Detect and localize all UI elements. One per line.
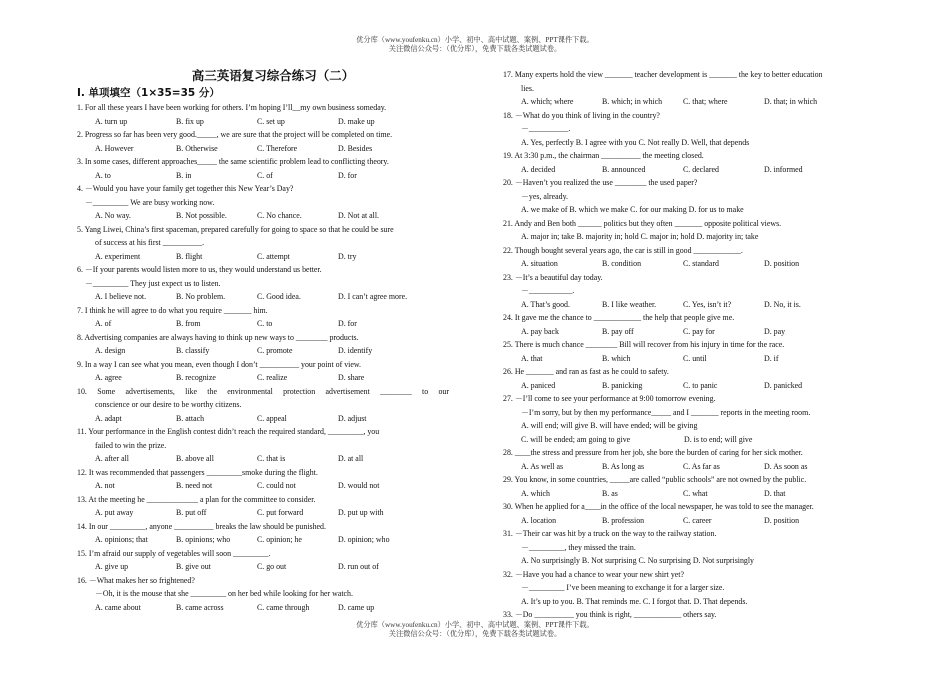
question-stem: 13. At the meeting he _____________ a plan for the committee to consider.: [77, 494, 316, 504]
answer-option: A. However: [95, 143, 134, 153]
answer-option: B. recognize: [176, 373, 216, 382]
answer-option: D. position: [764, 515, 800, 525]
answer-option: B. panicking: [602, 380, 643, 390]
question-continuation: －_________ I’ve been meaning to exchange it for a larger size.: [521, 583, 725, 592]
answer-option: C. Good idea.: [257, 292, 301, 301]
answer-option: C. promote: [257, 346, 293, 355]
answer-option: D. make up: [338, 116, 375, 126]
answer-option: D. position: [764, 259, 800, 268]
answer-options: [77, 290, 449, 304]
answer-options: [503, 325, 875, 339]
answer-option: B. attach: [176, 413, 205, 423]
answer-option: A. adapt: [95, 413, 122, 423]
answer-option: C. that is: [257, 454, 286, 463]
answer-options: [77, 506, 449, 520]
answer-options: [503, 514, 875, 528]
answer-option: B. flight: [176, 251, 203, 261]
answer-options: [77, 250, 449, 264]
answer-option: C. set up: [257, 116, 285, 126]
answer-option: C. came through: [257, 602, 310, 612]
answer-option: A. after all: [95, 454, 129, 463]
question-stem: 17. Many experts hold the view _______ teacher development is _______ the key to better education: [503, 70, 823, 79]
question-stem: 12. It was recommended that passengers _________smoke during the flight.: [77, 467, 318, 477]
answer-option: D. that: [764, 488, 786, 498]
page-footer: [0, 621, 950, 639]
answer-option: A. situation: [521, 259, 558, 268]
answer-option: B. put off: [176, 508, 207, 517]
answer-option: D. informed: [764, 164, 803, 174]
question-stem: 14. In our _________, anyone __________ breaks the law should be punished.: [77, 521, 326, 531]
dialogue-line: －_________ We are busy working now.: [85, 197, 215, 207]
question-continuation: A. No surprisingly B. Not surprising C. No surprising D. Not surprisingly: [521, 556, 754, 565]
question-continuation: －___________.: [521, 286, 575, 295]
answer-option: D. Besides: [338, 143, 373, 153]
answer-option: D. identify: [338, 346, 373, 355]
left-column: [77, 66, 449, 614]
question-stem: 29. You know, in some countries, _____are called “public schools” are not owned by the public.: [503, 475, 807, 484]
answer-option: D. for: [338, 319, 357, 328]
answer-options: [503, 298, 875, 312]
answer-options: [503, 352, 875, 366]
answer-option: C. realize: [257, 373, 288, 382]
question-continuation: A. Yes, perfectly B. I agree with you C. Not really D. Well, that depends: [521, 137, 750, 147]
answer-option: D. put up with: [338, 508, 384, 517]
answer-option: C. attempt: [257, 251, 290, 261]
question-stem: 32. －Have you had a chance to wear your new shirt yet?: [503, 569, 684, 579]
answer-option: C. appeal: [257, 413, 287, 423]
section-heading: Ⅰ. 单项填空（1×35=35 分）: [77, 87, 220, 99]
answer-option: C. opinion; he: [257, 535, 302, 544]
question-stem: 10. Some advertisements, like the environmental protection advertisement ________ to our: [77, 386, 449, 396]
answer-option: C. of: [257, 170, 273, 180]
answer-option: D. is to end; will give: [684, 434, 753, 444]
answer-options: [77, 452, 449, 466]
answer-option: B. above all: [176, 454, 214, 463]
answer-option: A. I believe not.: [95, 292, 147, 301]
question-stem: 5. Yang Liwei, China’s first spaceman, prepared carefully for going to space so that he could be sure: [77, 224, 394, 234]
answer-option: C. what: [683, 488, 708, 498]
question-stem: 21. Andy and Ben both ______ politics but they often _______ opposite political views.: [503, 218, 782, 228]
answer-option: B. Not possible.: [176, 211, 227, 220]
answer-option: A. not: [95, 481, 115, 490]
answer-option: D. for: [338, 170, 357, 180]
answer-option: B. condition: [602, 259, 642, 268]
answer-option: A. agree: [95, 373, 122, 382]
answer-option: A. design: [95, 346, 126, 355]
answer-option: B. came across: [176, 602, 224, 612]
answer-options: [77, 412, 449, 426]
answer-option: C. go out: [257, 562, 287, 571]
answer-option: B. which: [602, 353, 631, 363]
answer-options: [77, 209, 449, 223]
question-stem: 18. －What do you think of living in the country?: [503, 110, 660, 120]
answer-option: C. that; where: [683, 97, 728, 106]
page-title: 高三英语复习综合练习（二）: [191, 68, 355, 83]
question-continuation: A. major in; take B. majority in; hold C. major in; hold D. majority in; take: [521, 232, 759, 241]
answer-options: [77, 479, 449, 493]
answer-option: C. could not: [257, 481, 296, 490]
answer-option: A. which; where: [521, 97, 574, 106]
answer-option: C. pay for: [683, 326, 715, 336]
question-stem: 11. Your performance in the English contest didn’t reach the required standard, _________, you: [77, 427, 380, 436]
answer-options: [77, 169, 449, 183]
question-continuation: －I’m sorry, but by then my performance_____ and I _______ reports in the meeting room.: [521, 407, 811, 417]
answer-option: A. came about: [95, 602, 141, 612]
answer-option: A. pay back: [521, 326, 559, 336]
answer-option: D. I can’t agree more.: [338, 292, 408, 301]
question-stem: 30. When he applied for a____in the office of the local newspaper, he was told to see the manager.: [503, 502, 814, 511]
answer-option: A. put away: [95, 508, 134, 517]
question-stem: 6. －If your parents would listen more to us, they would understand us better.: [77, 265, 322, 274]
question-stem: 20. －Haven’t you realized the use ________ the used paper?: [503, 178, 698, 187]
answer-option: C. will be ended; am going to give: [521, 434, 631, 444]
question-stem: 25. There is much chance ________ Bill will recover from his injury in time for the race.: [503, 340, 785, 349]
answer-options: [503, 257, 875, 271]
answer-option: D. As soon as: [764, 461, 808, 471]
question-stem: 9. In a way I can see what you mean, even though I don’t __________ your point of view.: [77, 359, 361, 369]
question-stem: 1. For all these years I have been working for others. I’m hoping I’ll__my own business someday.: [77, 103, 387, 112]
question-stem: 22. Though bought several years ago, the car is still in good ____________.: [503, 245, 743, 255]
answer-options: [77, 344, 449, 358]
answer-option: B. As long as: [602, 461, 645, 471]
answer-option: B. pay off: [602, 326, 634, 336]
header-line-1: 优分库（www.youfenku.cn）小学、初中、高中试题、案例、PPT课件下载。: [356, 36, 594, 44]
answer-option: A. which: [521, 488, 550, 498]
answer-option: A. that: [521, 353, 543, 363]
answer-option: C. career: [683, 515, 712, 525]
answer-option: D. if: [764, 353, 779, 363]
question-continuation: lies.: [521, 83, 534, 93]
answer-options: [77, 601, 449, 615]
answer-option: B. opinions; who: [176, 535, 231, 544]
answer-option: C. until: [683, 353, 707, 363]
answer-option: A. experiment: [95, 251, 141, 261]
answer-option: B. announced: [602, 164, 646, 174]
answer-options: [503, 460, 875, 474]
answer-option: C. to: [257, 319, 273, 328]
answer-options: [503, 487, 875, 501]
question-stem: 2. Progress so far has been very good._____, we are sure that the project will be completed on time.: [77, 130, 393, 139]
answer-option: D. Not at all.: [338, 211, 379, 220]
question-continuation: failed to win the prize.: [95, 440, 167, 450]
answer-option: B. as: [602, 488, 618, 498]
answer-option: B. No problem.: [176, 292, 226, 301]
question-continuation: －_________, they missed the train.: [521, 542, 636, 552]
question-continuation: －yes, already.: [521, 191, 569, 201]
answer-option: A. No way.: [95, 211, 131, 220]
answer-option: B. from: [176, 319, 201, 328]
answer-options: [77, 560, 449, 574]
header-line-2: 关注微信公众号：（优分库），免费下载各类试题试卷。: [388, 45, 562, 53]
right-column: [503, 68, 875, 622]
answer-option: A. of: [95, 319, 112, 328]
answer-option: C. to panic: [683, 380, 718, 390]
answer-option: D. try: [338, 251, 357, 261]
answer-option: B. profession: [602, 515, 645, 525]
answer-options: [503, 379, 875, 393]
question-stem: 3. In some cases, different approaches_____ the same scientific problem lead to conflicting theory.: [77, 157, 389, 166]
answer-option: C. put forward: [257, 508, 304, 517]
answer-options: [77, 317, 449, 331]
question-stem: 7. I think he will agree to do what you require _______ him.: [77, 305, 268, 315]
answer-options: [77, 115, 449, 129]
answer-option: D. share: [338, 373, 365, 382]
answer-option: C. As far as: [683, 461, 720, 471]
answer-option: D. No, it is.: [764, 299, 801, 309]
question-continuation: A. It’s up to you. B. That reminds me. C. I forgot that. D. That depends.: [521, 596, 748, 606]
answer-options: [503, 95, 875, 109]
answer-option: C. Yes, isn’t it?: [683, 299, 732, 309]
question-stem: 4. －Would you have your family get together this New Year’s Day?: [77, 184, 294, 193]
answer-option: A. paniced: [521, 380, 556, 390]
question-stem: 28. ____the stress and pressure from her job, she bore the burden of caring for her sick mother.: [503, 448, 803, 457]
question-continuation: A. we make of B. which we make C. for our making D. for us to make: [521, 205, 744, 214]
answer-options: [77, 371, 449, 385]
answer-option: A. location: [521, 515, 557, 525]
left-question-list: [77, 101, 449, 614]
answer-options: [503, 163, 875, 177]
answer-option: A. to: [95, 170, 111, 180]
answer-options: [503, 433, 875, 447]
question-continuation: －__________.: [521, 124, 571, 133]
answer-option: D. run out of: [338, 562, 379, 571]
question-stem: 15. I’m afraid our supply of vegetables will soon _________.: [77, 548, 271, 558]
question-stem: 26. He _______ and ran as fast as he could to safety.: [503, 367, 669, 376]
answer-option: C. declared: [683, 164, 719, 174]
answer-option: A. turn up: [95, 116, 128, 126]
question-stem: 8. Advertising companies are always having to think up new ways to ________ products.: [77, 332, 359, 342]
question-stem: 27. －I’ll come to see your performance at 9:00 tomorrow evening.: [503, 394, 716, 403]
answer-option: D. opinion; who: [338, 535, 390, 544]
page-header: [0, 36, 950, 54]
question-stem: 16. －What makes her so frightened?: [77, 575, 195, 585]
answer-option: C. Therefore: [257, 143, 298, 153]
question-continuation: of success at his first __________.: [95, 238, 205, 247]
answer-option: C. No chance.: [257, 211, 302, 220]
question-stem: 19. At 3:30 p.m., the chairman __________ the meeting closed.: [503, 151, 704, 160]
question-stem: 31. －Their car was hit by a truck on the way to the railway station.: [503, 529, 717, 538]
question-continuation: conscience or our desire to be worthy citizens.: [95, 400, 242, 409]
answer-option: B. Otherwise: [176, 143, 218, 153]
answer-option: B. fix up: [176, 116, 204, 126]
right-question-list: [503, 68, 875, 622]
answer-option: D. came up: [338, 602, 375, 612]
answer-option: D. that; in which: [764, 97, 818, 106]
answer-options: [77, 142, 449, 156]
answer-option: A. decided: [521, 164, 556, 174]
question-continuation: A. will end; will give B. will have ended; will be giving: [521, 421, 698, 430]
answer-option: A. That’s good.: [521, 299, 570, 309]
question-stem: 33. －Do __________ you think is right, ____________ others say.: [503, 610, 717, 619]
answer-option: D. at all: [338, 454, 364, 463]
answer-option: B. in: [176, 170, 192, 180]
answer-option: D. would not: [338, 481, 380, 490]
answer-option: A. As well as: [521, 461, 564, 471]
question-continuation: －Oh, it is the mouse that she _________ on her bed while looking for her watch.: [95, 589, 353, 598]
answer-options: [77, 533, 449, 547]
answer-option: A. give up: [95, 562, 129, 571]
dialogue-line: －_________ They just expect us to listen.: [85, 278, 221, 288]
answer-option: B. give out: [176, 562, 211, 571]
question-stem: 24. It gave me the chance to ____________ the help that people give me.: [503, 313, 735, 322]
answer-option: A. opinions; that: [95, 535, 148, 544]
answer-option: D. adjust: [338, 413, 367, 423]
answer-option: B. which; in which: [602, 97, 663, 106]
answer-option: B. I like weather.: [602, 299, 657, 309]
answer-option: D. pay: [764, 326, 786, 336]
answer-option: B. need not: [176, 481, 213, 490]
answer-option: B. classify: [176, 346, 210, 355]
footer-line-2: 关注微信公众号：（优分库），免费下载各类试题试卷。: [388, 630, 562, 638]
answer-option: D. panicked: [764, 380, 803, 390]
question-stem: 23. －It’s a beautiful day today.: [503, 272, 603, 282]
answer-option: C. standard: [683, 259, 719, 268]
footer-line-1: 优分库（www.youfenku.cn）小学、初中、高中试题、案例、PPT课件下载。: [356, 621, 594, 629]
